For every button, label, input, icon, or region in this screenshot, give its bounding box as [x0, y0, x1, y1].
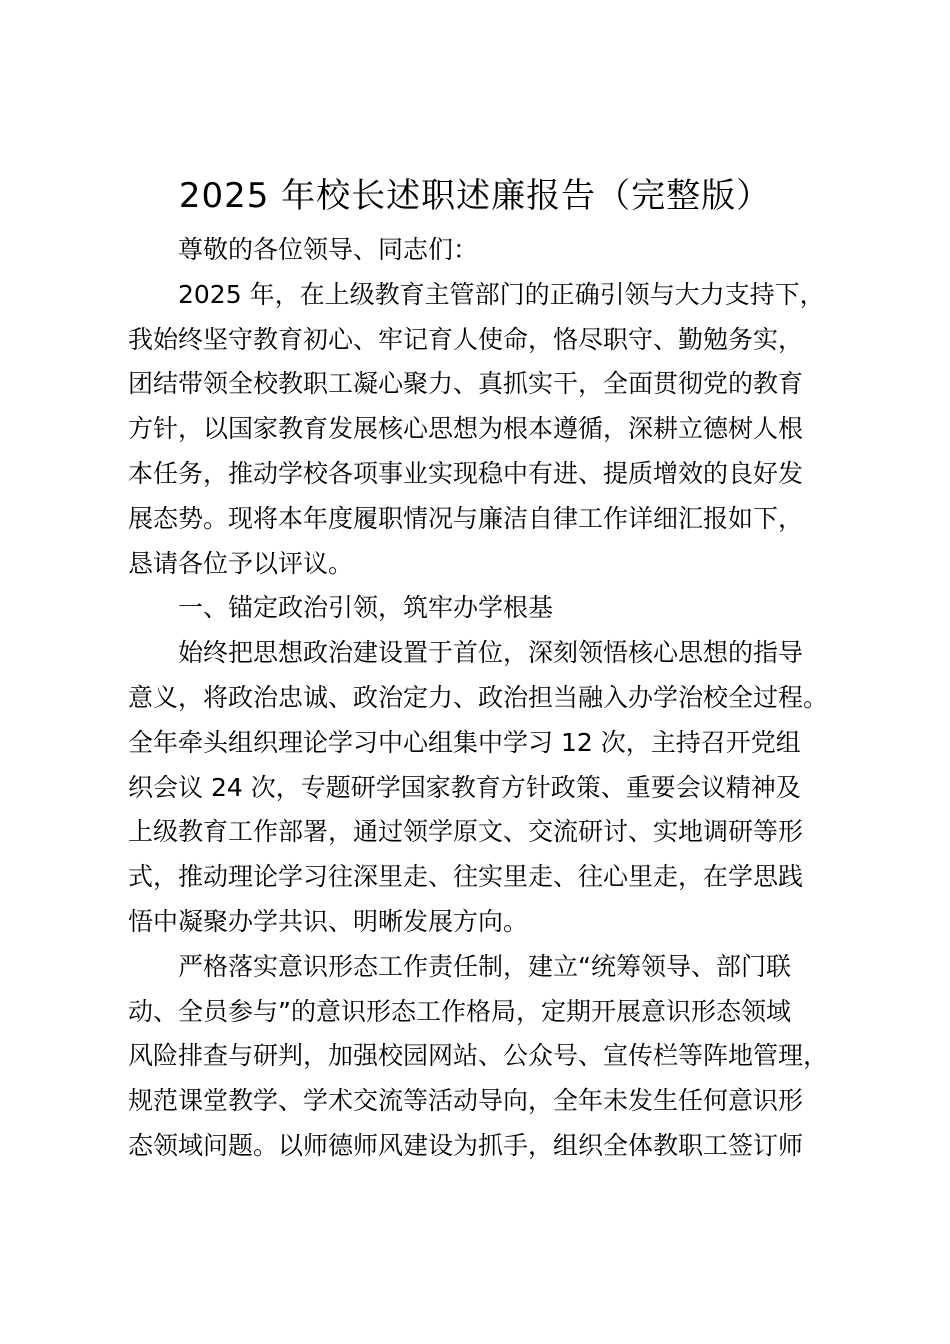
paragraph-line: 始终把思想政治建设置于首位，深刻领悟核心思想的指导	[178, 638, 804, 668]
paragraph-line: 本任务，推动学校各项事业实现稳中有进、提质增效的良好发	[128, 458, 804, 488]
paragraph-line: 态领域问题。以师德师风建设为抓手，组织全体教职工签订师	[128, 1130, 804, 1160]
section-heading: 一、锚定政治引领，筑牢办学根基	[178, 593, 554, 623]
paragraph-line: 全年牵头组织理论学习中心组集中学习 12 次，主持召开党组	[128, 727, 801, 757]
paragraph-line: 我始终坚守教育初心、牢记育人使命，恪尽职守、勤勉务实，	[128, 324, 804, 354]
paragraph-line: 织会议 24 次，专题研学国家教育方针政策、重要会议精神及	[128, 772, 801, 802]
paragraph-line: 恳请各位予以评议。	[128, 548, 354, 578]
document-body	[128, 228, 858, 1169]
paragraph-line: 上级教育工作部署，通过领学原文、交流研讨、实地调研等形	[128, 817, 804, 847]
paragraph-line: 严格落实意识形态工作责任制，建立“统筹领导、部门联	[178, 951, 791, 981]
paragraph-line: 规范课堂教学、学术交流等活动导向，全年未发生任何意识形	[128, 1086, 804, 1116]
paragraph-line: 风险排查与研判，加强校园网站、公众号、宣传栏等阵地管理，	[128, 1041, 829, 1071]
document-title: 2025 年校长述职述廉报告（完整版）	[178, 176, 772, 216]
salutation-line: 尊敬的各位领导、同志们：	[178, 235, 479, 264]
paragraph-line: 式，推动理论学习往深里走、往实里走、往心里走，在学思践	[128, 862, 804, 892]
paragraph-line: 悟中凝聚办学共识、明晰发展方向。	[128, 906, 529, 936]
paragraph-line: 团结带领全校教职工凝心聚力、真抓实干，全面贯彻党的教育	[128, 369, 804, 399]
paragraph-line: 2025 年，在上级教育主管部门的正确引领与大力支持下，	[178, 279, 825, 309]
paragraph-line: 展态势。现将本年度履职情况与廉洁自律工作详细汇报如下，	[128, 503, 804, 533]
paragraph-line: 动、全员参与”的意识形态工作格局，定期开展意识形态领域	[128, 996, 791, 1026]
paragraph-line: 意义，将政治忠诚、政治定力、政治担当融入办学治校全过程。	[128, 682, 829, 712]
paragraph-line: 方针，以国家教育发展核心思想为根本遵循，深耕立德树人根	[128, 414, 804, 444]
